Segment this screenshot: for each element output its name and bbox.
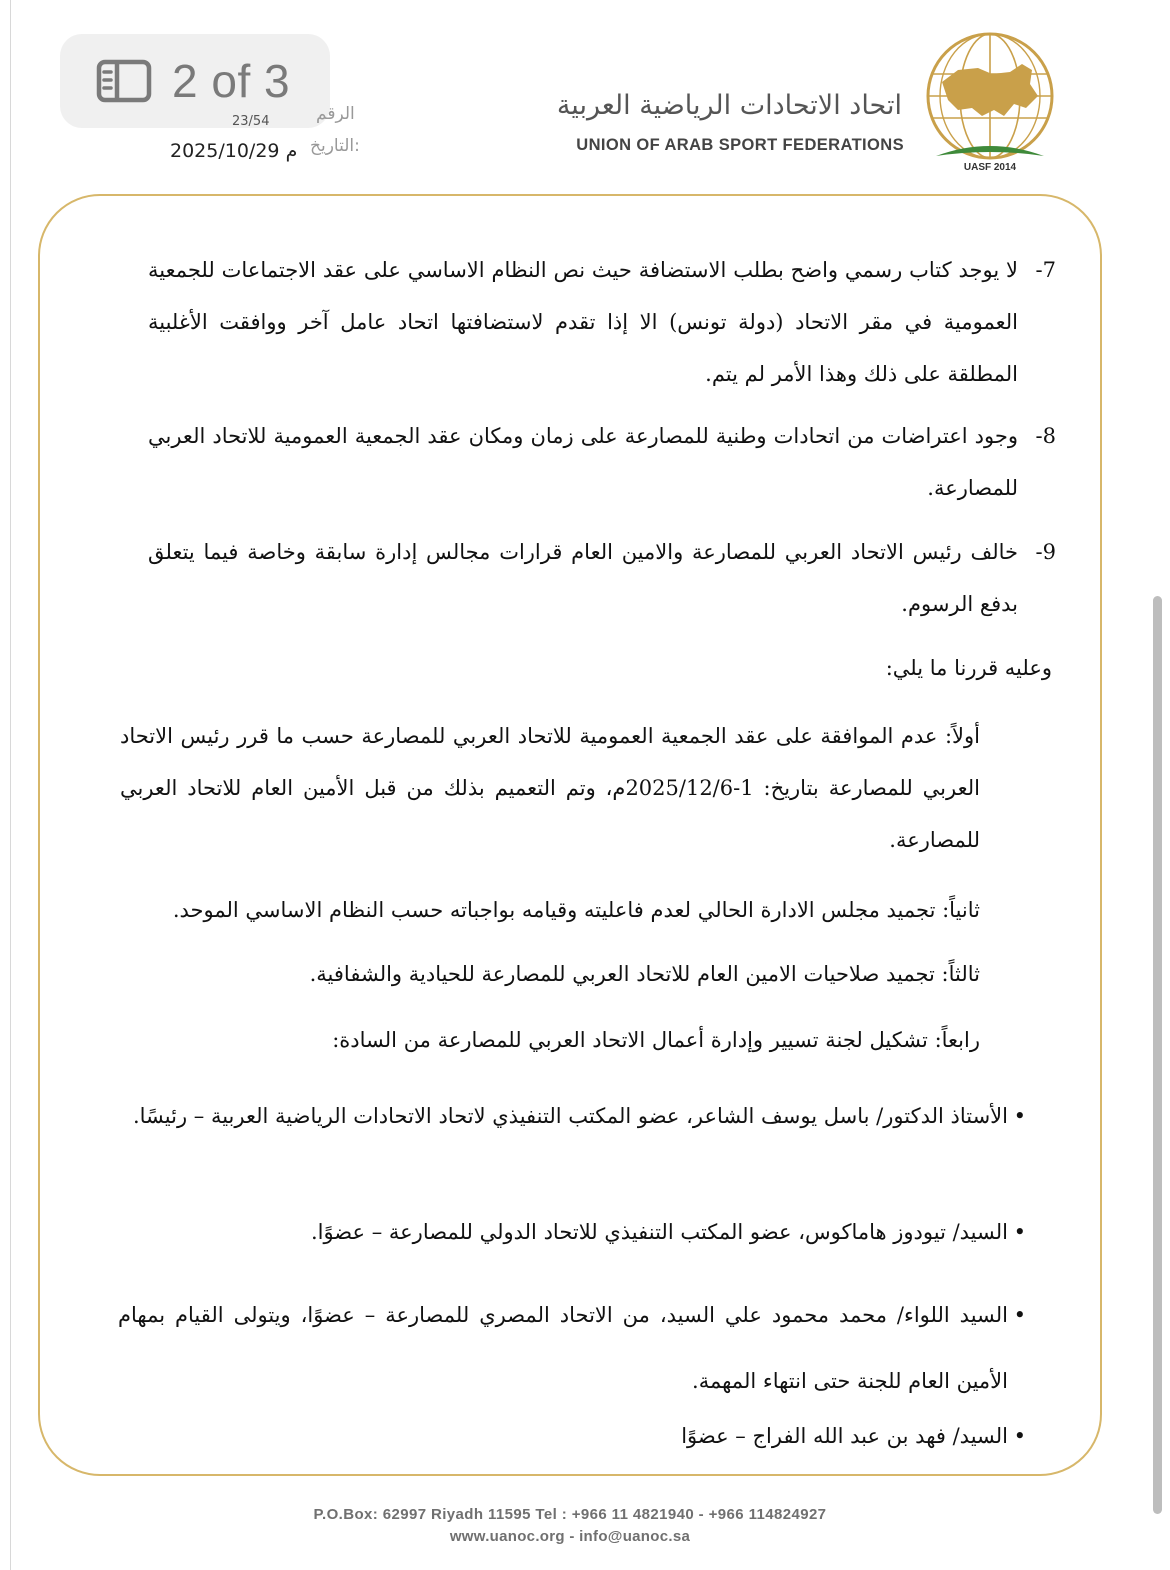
bullet-icon: • (1013, 1303, 1026, 1327)
item-number: -7 (1035, 258, 1056, 282)
member-item (128, 1206, 1026, 1258)
scrollbar-thumb[interactable] (1153, 596, 1162, 1514)
decision-intro: وعليه قررنا ما يلي: (885, 656, 1052, 680)
member-item (118, 1282, 1026, 1414)
item-8 (148, 410, 1056, 514)
item-text: خالف رئيس الاتحاد العربي للمصارعة والامين العام قرارات مجالس إدارة سابقة وخاصة فيما يتعلق بدفع الرسوم. (148, 540, 1018, 616)
member-text: السيد/ تيودوز هاماكوس، عضو المكتب التنفيذي للاتحاد الدولي للمصارعة – عضوًا. (310, 1220, 1008, 1244)
member-text: السيد/ فهد بن عبد الله الفراج – عضوًا (681, 1424, 1008, 1448)
page-indicator[interactable] (60, 34, 330, 128)
footer-web: www.uanoc.org - info@uanoc.sa (449, 1528, 691, 1545)
item-number: -8 (1035, 424, 1056, 448)
item-number: -9 (1035, 540, 1056, 564)
footer-contact: P.O.Box: 62997 Riyadh 11595 Tel : +966 11 4821940 - +966 114824927 (313, 1506, 827, 1523)
resolution-third: ثالثاً: تجميد صلاحيات الامين العام للاتحاد العربي للمصارعة للحيادية والشفافية. (309, 962, 980, 986)
page-count-label: 2 of 3 (172, 55, 291, 107)
bullet-icon: • (1013, 1424, 1026, 1448)
sidebar-icon[interactable] (96, 59, 152, 103)
page-left-edge (10, 0, 11, 1570)
member-text: السيد اللواء/ محمد محمود علي السيد، من الاتحاد المصري للمصارعة – عضوًا، ويتولى القيام بمهام الأمين العام للجنة حتى انتهاء المهمة. (118, 1303, 1008, 1393)
logo-caption: UASF 2014 (963, 162, 1017, 173)
ref-label: الرقم (316, 104, 355, 124)
org-name-arabic: اتحاد الاتحادات الرياضية العربية (556, 90, 902, 121)
member-item (120, 1090, 1026, 1142)
item-9 (148, 526, 1056, 630)
item-text: وجود اعتراضات من اتحادات وطنية للمصارعة على زمان ومكان عقد الجمعية العمومية للاتحاد العربي للمصارعة. (148, 424, 1018, 500)
uasf-logo (918, 24, 1058, 174)
member-text: الأستاذ الدكتور/ باسل يوسف الشاعر، عضو المكتب التنفيذي لاتحاد الاتحادات الرياضية العربية – رئيسًا. (132, 1104, 1008, 1128)
resolution-first: أولاً: عدم الموافقة على عقد الجمعية العمومية للاتحاد العربي للمصارعة حسب ما قرر رئيس الاتحاد العربي للمصارعة بتاريخ: 1-2025/12/6م، وتم التعميم بذلك من قبل الأمين العام للاتحاد العربي للمصارعة. (120, 724, 980, 852)
ref-value: 23/54 (232, 114, 270, 129)
date-value: 2025/10/29 م (170, 140, 298, 162)
date-label: التاريخ: (310, 136, 360, 156)
item-text: لا يوجد كتاب رسمي واضح بطلب الاستضافة حيث نص النظام الاساسي على عقد الاجتماعات للجمعية العمومية في مقر الاتحاد (دولة تونس) الا إذا تقدم لاستضافتها اتحاد عامل آخر ووافقت الأغلبية المطلقة على ذلك وهذا الأمر لم يتم. (148, 258, 1018, 386)
resolution-fourth: رابعاً: تشكيل لجنة تسيير وإدارة أعمال الاتحاد العربي للمصارعة من السادة: (332, 1028, 980, 1052)
resolution-second: ثانياً: تجميد مجلس الادارة الحالي لعدم فاعليته وقيامه بواجباته حسب النظام الاساسي الموحد. (172, 898, 980, 922)
org-name-english: UNION OF ARAB SPORT FEDERATIONS (576, 136, 904, 154)
bullet-icon: • (1013, 1104, 1026, 1128)
item-7 (148, 244, 1056, 400)
member-item (128, 1410, 1026, 1462)
bullet-icon: • (1013, 1220, 1026, 1244)
